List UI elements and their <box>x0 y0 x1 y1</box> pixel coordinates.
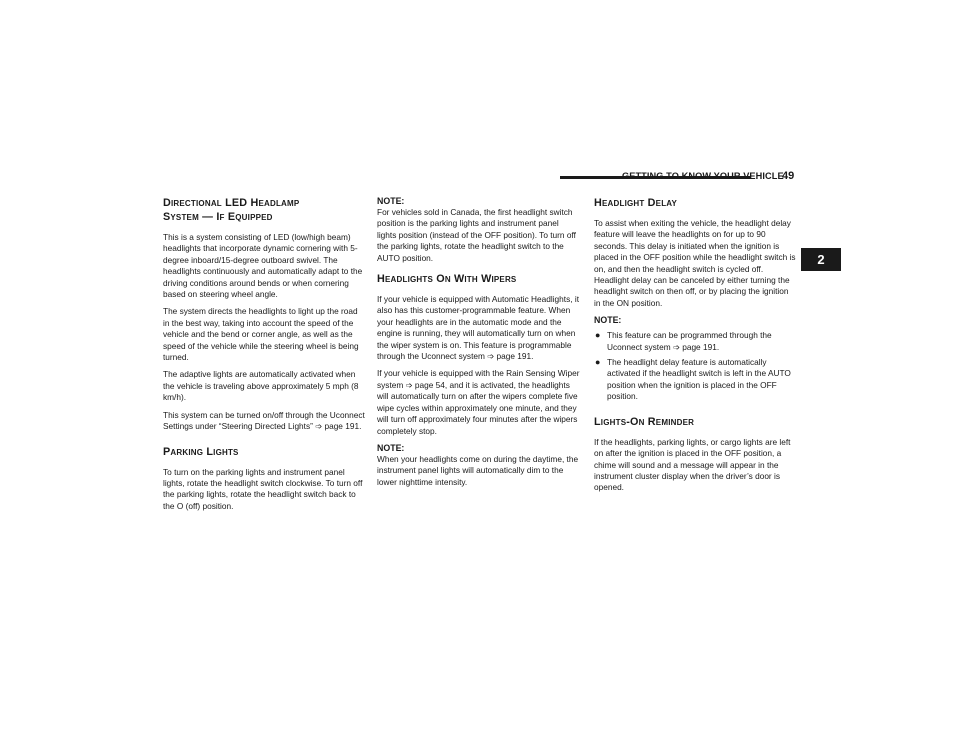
column-1 <box>163 196 366 518</box>
paragraph-with-ref <box>377 294 580 362</box>
arrow-right-icon: ➩ <box>315 421 323 432</box>
paragraph-text: , and it is activated, the headlights will automatically turn on after the wipers complete five wipe cycles within approximately one minute, and they will turn off approximately four minutes after the wipers completely stop. <box>377 379 578 436</box>
paragraph-text: If your vehicle is equipped with Automatic Headlights, it also has this customer-programmable feature. When your headlights are in the automatic mode and the engine is running, they will automatically turn on when the wiper system is on. This feature is programmable through the Uconnect system <box>377 294 579 362</box>
note-label: NOTE: <box>377 442 405 453</box>
chapter-tab-label: 2 <box>817 252 825 267</box>
page-reference-link[interactable]: page 54 <box>414 379 445 390</box>
section-heading-headlights-wipers: Headlights On With Wipers <box>377 273 517 286</box>
bullet-icon: ● <box>595 330 601 341</box>
paragraph-with-ref <box>163 410 366 433</box>
note-bullet-list <box>594 330 797 402</box>
list-item <box>594 330 797 353</box>
section-heading-headlight-delay: Headlight Delay <box>594 197 678 209</box>
page-reference-link[interactable]: page 191. <box>496 351 534 362</box>
section-heading-lights-on-reminder: Lights-On Reminder <box>594 415 695 428</box>
column-3 <box>594 196 797 500</box>
arrow-right-icon: ➩ <box>672 341 680 352</box>
heading-line-1: Directional LED Headlamp <box>163 197 300 209</box>
note-label: NOTE: <box>377 196 405 206</box>
note-label: NOTE: <box>594 315 622 326</box>
list-item <box>594 357 797 403</box>
section-heading-parking-lights: Parking Lights <box>163 445 239 458</box>
arrow-right-icon: ➩ <box>405 379 413 390</box>
paragraph: To assist when exiting the vehicle, the headlight delay feature will leave the headlights on for up to 90 seconds. This delay is initiated when the ignition is placed in the OFF position while the headlight switch is on, and then the headlight switch is cycled off. Headlight delay can be canceled by either turning the headlight switch on then off, or by placing the ignition in the ON position. <box>594 218 796 308</box>
paragraph: This is a system consisting of LED (low/high beam) headlights that incorporate dynamic cornering with 5-degree inboard/15-degree outboard swivel. The headlights continuously and automatically adapt to the driving conditions around bends or when cornering based on steering wheel angle. <box>163 232 363 300</box>
paragraph: The adaptive lights are automatically activated when the vehicle is traveling above approximately 5 mph (8 km/h). <box>163 369 359 403</box>
page-reference-link[interactable]: page 191. <box>324 421 362 432</box>
paragraph-text: If your vehicle is equipped with the Rain Sensing Wiper system <box>377 368 580 390</box>
paragraph: The system directs the headlights to light up the road in the best way, taking into account the speed of the vehicle and the bend or corner angle, as well as the speed of the vehicle while the steering wheel is being turned. <box>163 306 359 363</box>
page-number: 49 <box>782 170 795 182</box>
section-heading-directional-led <box>163 196 366 224</box>
paragraph-text: This system can be turned on/off through the Uconnect Settings under “Steering Directed Lights” <box>163 409 365 432</box>
note-body: For vehicles sold in Canada, the first headlight switch position is the parking lights and instrument panel lights position (instead of the OFF position). To turn off the parking lights, rotate the headlight switch to the AUTO position. <box>377 207 576 263</box>
paragraph: If the headlights, parking lights, or cargo lights are left on after the ignition is placed in the OFF position, a chime will sound and a message will appear in the instrument cluster display when the driver’s door is opened. <box>594 436 791 493</box>
list-item-text: This feature can be programmed through the Uconnect system <box>607 330 772 352</box>
paragraph-with-ref <box>377 368 580 436</box>
chapter-tab[interactable] <box>801 248 841 271</box>
running-title: GETTING TO KNOW YOUR VEHICLE <box>622 171 784 181</box>
paragraph: To turn on the parking lights and instrument panel lights, rotate the headlight switch clockwise. To turn off the parking lights, rotate the headlight switch back to the O (off) position. <box>163 466 363 511</box>
arrow-right-icon: ➩ <box>487 351 495 362</box>
page-reference-link[interactable]: page 191. <box>682 341 720 352</box>
list-item-text: The headlight delay feature is automatically activated if the headlight switch is left in the AUTO position when the ignition is placed in the OFF position. <box>607 357 791 402</box>
column-2 <box>377 196 580 496</box>
note-body: When your headlights come on during the daytime, the instrument panel lights will automatically dim to the lower nighttime intensity. <box>377 453 579 487</box>
heading-line-2: System — If Equipped <box>163 211 273 223</box>
bullet-icon: ● <box>595 357 601 368</box>
